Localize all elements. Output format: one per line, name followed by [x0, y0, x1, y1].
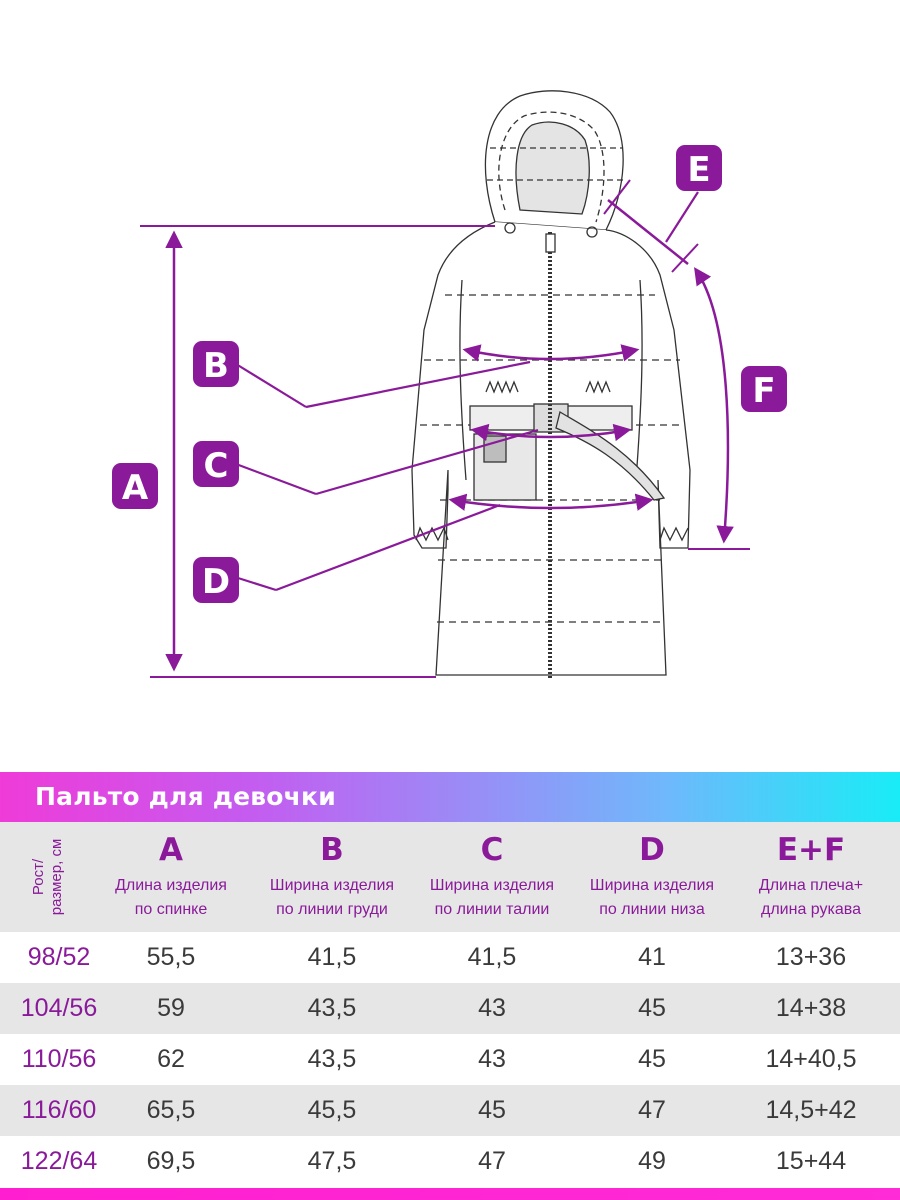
table-title: Пальто для девочки: [35, 782, 336, 811]
value-cell-a: 69,5: [146, 1147, 196, 1175]
footer-accent-bar: [0, 1188, 900, 1200]
column-header-c: C Ширина изделия по линии талии: [429, 832, 555, 918]
value-cell-c: 41,5: [467, 943, 517, 971]
marker-c: [193, 441, 239, 487]
value-cell-c: 47: [478, 1147, 506, 1175]
value-cell-ef: 14+38: [775, 994, 847, 1022]
value-cell-a: 65,5: [146, 1096, 196, 1124]
value-cell-a: 62: [157, 1045, 185, 1073]
marker-f: [741, 366, 787, 412]
value-cell-ef: 14+40,5: [765, 1045, 857, 1073]
table-row: [0, 1085, 900, 1136]
table-row: [0, 983, 900, 1034]
svg-text:E: E: [687, 150, 711, 190]
column-header-a: A Длина изделия по спинке: [115, 832, 227, 918]
marker-a: [112, 463, 158, 509]
value-cell-a: 55,5: [146, 943, 196, 971]
marker-b: [193, 341, 239, 387]
size-cell: 98/52: [27, 943, 91, 971]
table-row: [0, 1034, 900, 1085]
value-cell-d: 45: [638, 1045, 666, 1073]
value-cell-ef: 13+36: [775, 943, 847, 971]
table-row: [0, 1136, 900, 1187]
svg-text:B: B: [203, 346, 229, 386]
value-cell-ef: 14,5+42: [765, 1096, 857, 1124]
marker-d: [193, 557, 239, 603]
size-cell: 104/56: [20, 994, 98, 1022]
value-cell-b: 45,5: [307, 1096, 357, 1124]
value-cell-b: 47,5: [307, 1147, 357, 1175]
size-cell: 122/64: [20, 1147, 98, 1175]
value-cell-d: 41: [638, 943, 666, 971]
value-cell-b: 41,5: [307, 943, 357, 971]
marker-e: [676, 145, 722, 191]
value-cell-b: 43,5: [307, 994, 357, 1022]
table-row: [0, 932, 900, 983]
size-column-header: Рост/ размер, см: [30, 838, 65, 916]
value-cell-b: 43,5: [307, 1045, 357, 1073]
column-header-d: D Ширина изделия по линии низа: [589, 832, 715, 918]
table-title-banner: [0, 772, 900, 822]
size-cell: 110/56: [21, 1045, 97, 1073]
value-cell-d: 49: [638, 1147, 666, 1175]
svg-text:A: A: [121, 468, 149, 508]
svg-text:F: F: [752, 371, 776, 411]
table-header: [0, 822, 900, 932]
value-cell-d: 45: [638, 994, 666, 1022]
value-cell-ef: 15+44: [775, 1147, 847, 1175]
svg-text:C: C: [203, 446, 229, 486]
value-cell-a: 59: [157, 994, 185, 1022]
svg-text:D: D: [201, 562, 231, 602]
value-cell-c: 43: [478, 994, 506, 1022]
coat-illustration: [412, 91, 690, 678]
column-header-ef: E+F Длина плеча+ длина рукава: [758, 832, 864, 918]
value-cell-c: 45: [478, 1096, 506, 1124]
column-header-b: B Ширина изделия по линии груди: [269, 832, 395, 918]
size-cell: 116/60: [21, 1096, 97, 1124]
value-cell-c: 43: [478, 1045, 506, 1073]
value-cell-d: 47: [638, 1096, 666, 1124]
